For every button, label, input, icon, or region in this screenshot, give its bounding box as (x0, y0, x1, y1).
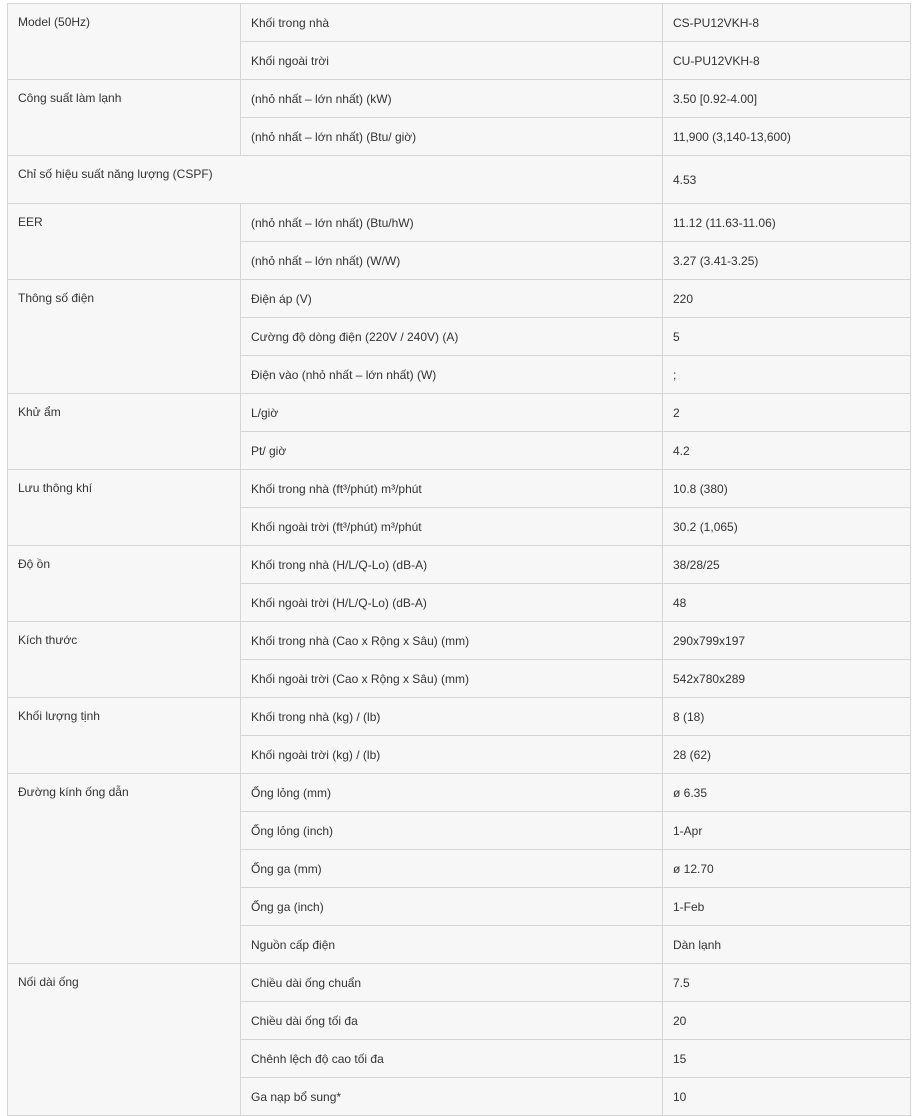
value-cell: 48 (663, 584, 911, 622)
table-row (8, 470, 911, 508)
value-cell: 20 (663, 1002, 911, 1040)
group-label: Đường kính ống dẫn (8, 774, 241, 964)
value-cell: 5 (663, 318, 911, 356)
spec-table (7, 3, 911, 1116)
table-row (8, 774, 911, 812)
value-cell: 10 (663, 1078, 911, 1116)
group-label: Khử ẩm (8, 394, 241, 470)
value-cell: 38/28/25 (663, 546, 911, 584)
table-row (8, 394, 911, 432)
value-cell: CU-PU12VKH-8 (663, 42, 911, 80)
param-cell: (nhỏ nhất – lớn nhất) (Btu/hW) (241, 204, 663, 242)
table-row (8, 964, 911, 1002)
value-cell: 2 (663, 394, 911, 432)
param-cell: Khối trong nhà (241, 4, 663, 42)
param-cell: Khối ngoài trời (Cao x Rộng x Sâu) (mm) (241, 660, 663, 698)
table-row (8, 204, 911, 242)
value-cell: 1-Feb (663, 888, 911, 926)
spec-table-body (8, 4, 911, 1116)
spec-table-container (7, 3, 910, 1116)
group-label: Lưu thông khí (8, 470, 241, 546)
group-label: Công suất làm lạnh (8, 80, 241, 156)
table-row (8, 698, 911, 736)
value-cell: 11.12 (11.63-11.06) (663, 204, 911, 242)
param-cell: Pt/ giờ (241, 432, 663, 470)
param-cell: Chiều dài ống chuẩn (241, 964, 663, 1002)
param-cell: (nhỏ nhất – lớn nhất) (Btu/ giờ) (241, 118, 663, 156)
param-cell: L/giờ (241, 394, 663, 432)
group-label: Độ ồn (8, 546, 241, 622)
value-cell: 8 (18) (663, 698, 911, 736)
value-cell: 15 (663, 1040, 911, 1078)
value-cell: 542x780x289 (663, 660, 911, 698)
value-cell: 290x799x197 (663, 622, 911, 660)
param-cell: Ống ga (mm) (241, 850, 663, 888)
value-cell: Dàn lạnh (663, 926, 911, 964)
param-cell: (nhỏ nhất – lớn nhất) (W/W) (241, 242, 663, 280)
value-cell: 3.50 [0.92-4.00] (663, 80, 911, 118)
param-cell: Chiều dài ống tối đa (241, 1002, 663, 1040)
param-cell: Ống ga (inch) (241, 888, 663, 926)
group-label: Khối lượng tịnh (8, 698, 241, 774)
value-cell: 7.5 (663, 964, 911, 1002)
param-cell: Ga nạp bổ sung* (241, 1078, 663, 1116)
param-cell: Điện áp (V) (241, 280, 663, 318)
param-cell: Cường độ dòng điện (220V / 240V) (A) (241, 318, 663, 356)
param-cell: Khối trong nhà (Cao x Rộng x Sâu) (mm) (241, 622, 663, 660)
value-cell: ; (663, 356, 911, 394)
value-cell: ø 12.70 (663, 850, 911, 888)
param-cell: (nhỏ nhất – lớn nhất) (kW) (241, 80, 663, 118)
param-cell: Khối ngoài trời (ft³/phút) m³/phút (241, 508, 663, 546)
table-row (8, 622, 911, 660)
value-cell: ø 6.35 (663, 774, 911, 812)
param-cell: Ống lỏng (mm) (241, 774, 663, 812)
value-cell: 4.53 (663, 156, 911, 204)
param-cell: Khối trong nhà (kg) / (lb) (241, 698, 663, 736)
value-cell: 3.27 (3.41-3.25) (663, 242, 911, 280)
value-cell: 30.2 (1,065) (663, 508, 911, 546)
param-cell: Khối ngoài trời (H/L/Q-Lo) (dB-A) (241, 584, 663, 622)
table-row (8, 156, 911, 204)
value-cell: 10.8 (380) (663, 470, 911, 508)
param-cell: Khối ngoài trời (241, 42, 663, 80)
value-cell: 1-Apr (663, 812, 911, 850)
param-cell: Điện vào (nhỏ nhất – lớn nhất) (W) (241, 356, 663, 394)
param-cell: Chênh lệch độ cao tối đa (241, 1040, 663, 1078)
value-cell: 11,900 (3,140-13,600) (663, 118, 911, 156)
param-cell: Khối ngoài trời (kg) / (lb) (241, 736, 663, 774)
table-row (8, 4, 911, 42)
value-cell: 28 (62) (663, 736, 911, 774)
group-label: Model (50Hz) (8, 4, 241, 80)
param-cell: Nguồn cấp điện (241, 926, 663, 964)
table-row (8, 280, 911, 318)
group-label: Kích thước (8, 622, 241, 698)
param-cell: Ống lỏng (inch) (241, 812, 663, 850)
group-label: Chỉ số hiệu suất năng lượng (CSPF) (8, 156, 663, 204)
value-cell: 220 (663, 280, 911, 318)
table-row (8, 546, 911, 584)
group-label: Nối dài ống (8, 964, 241, 1116)
param-cell: Khối trong nhà (ft³/phút) m³/phút (241, 470, 663, 508)
value-cell: CS-PU12VKH-8 (663, 4, 911, 42)
group-label: EER (8, 204, 241, 280)
group-label: Thông số điện (8, 280, 241, 394)
value-cell: 4.2 (663, 432, 911, 470)
param-cell: Khối trong nhà (H/L/Q-Lo) (dB-A) (241, 546, 663, 584)
table-row (8, 80, 911, 118)
